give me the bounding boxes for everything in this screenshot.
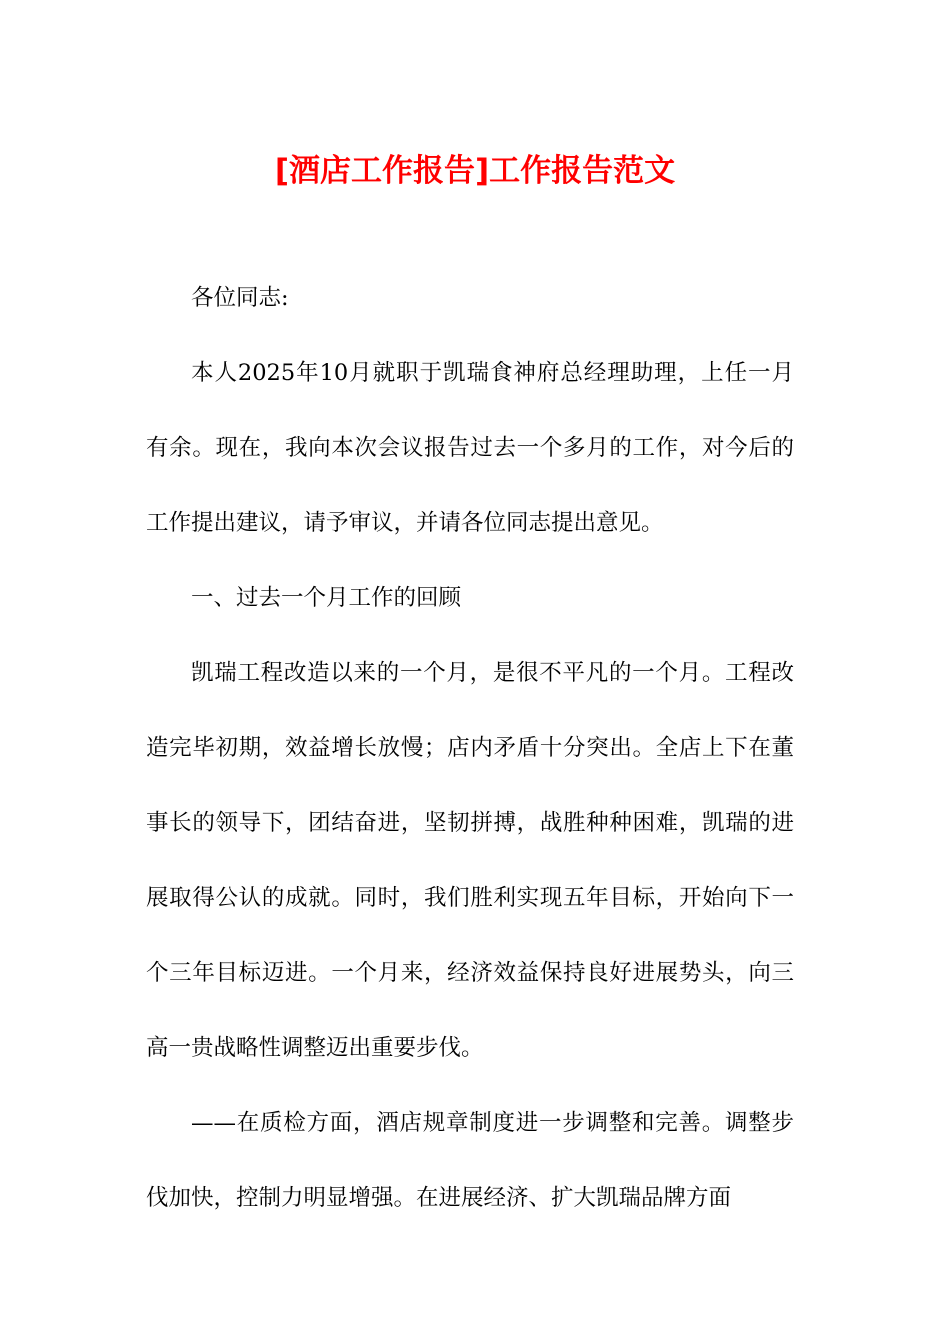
- quality-paragraph: ——在质检方面，酒店规章制度进一步调整和完善。调整步伐加快，控制力明显增强。在进展经济、扩大凯瑞品牌方面: [146, 1110, 794, 1211]
- review-paragraph: 凯瑞工程改造以来的一个月，是很不平凡的一个月。工程改造完毕初期，效益增长放慢；店内矛盾十分突出。全店上下在董事长的领导下，团结奋进，坚韧拼搏，战胜种种困难，凯瑞的进展取得公认的成就。同时，我们胜利实现五年目标，开始向下一个三年目标迈进。一个月来，经济效益保持良好进展势头，向三高一贵战略性调整迈出重要步伐。: [146, 660, 794, 1061]
- document-body: [146, 261, 794, 1236]
- document-title: [酒店工作报告]工作报告范文: [274, 153, 676, 189]
- intro-paragraph: 本人2025年10月就职于凯瑞食神府总经理助理，上任一月有余。现在，我向本次会议报告过去一个多月的工作，对今后的工作提出建议，请予审议，并请各位同志提出意见。: [146, 360, 794, 536]
- section-heading: 一、过去一个月工作的回顾: [191, 585, 462, 611]
- salutation-paragraph: 各位同志:: [191, 285, 289, 311]
